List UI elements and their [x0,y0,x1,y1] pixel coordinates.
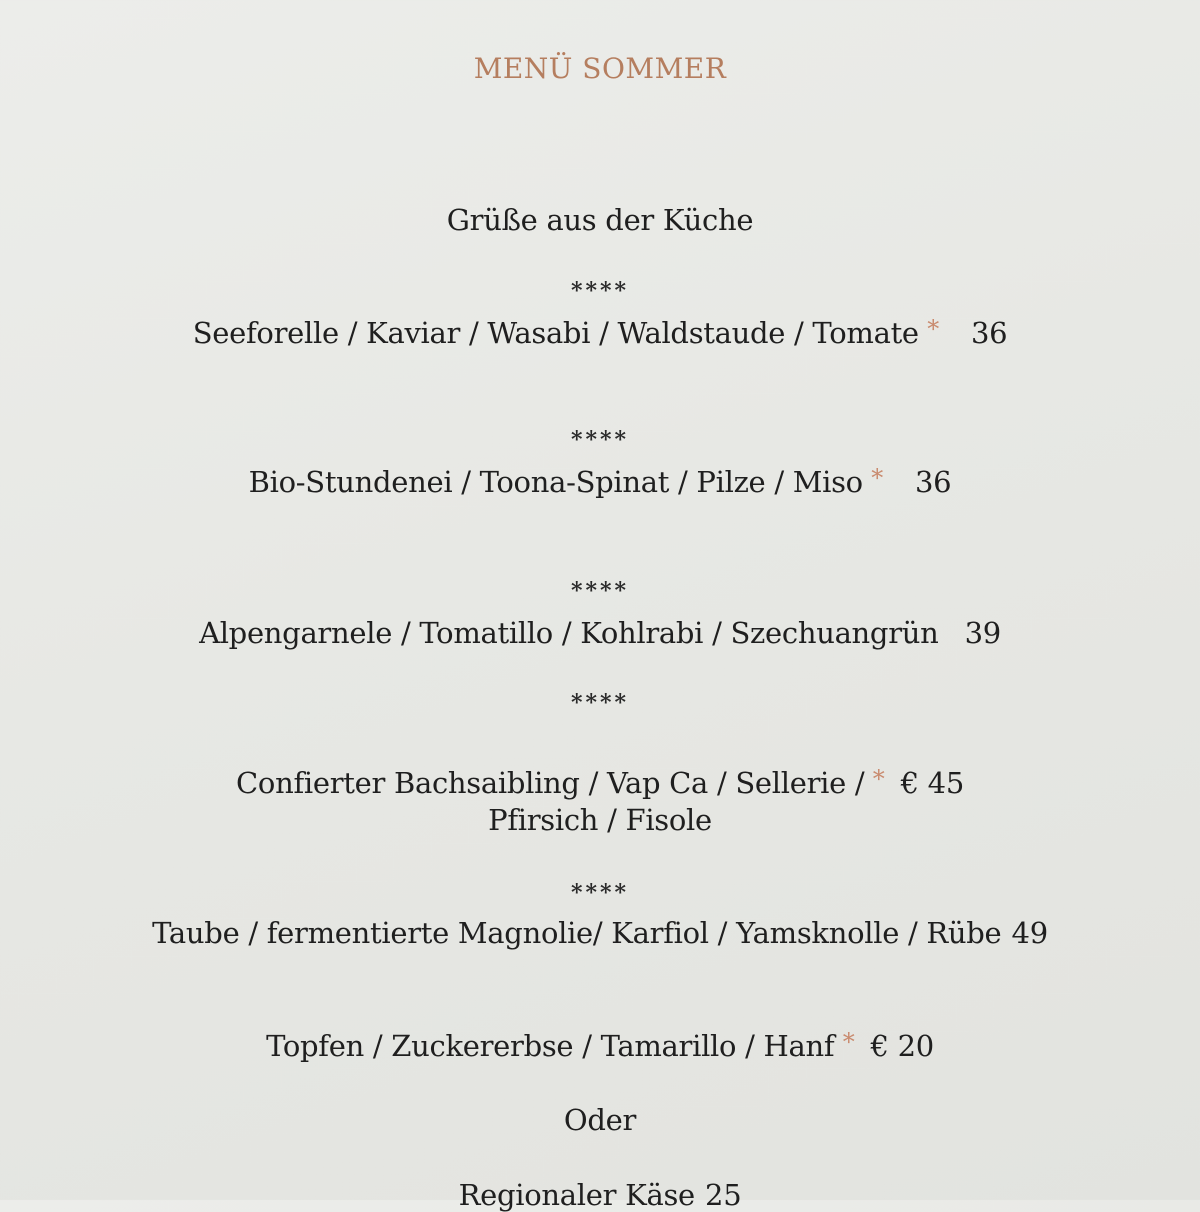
course-1-price: 36 [970,316,1008,350]
or-label: Oder [563,1103,637,1137]
course-3-text: Alpengarnele / Tomatillo / Kohlrabi / Szechuangrün [199,616,939,650]
course-4-price: € 45 [900,766,964,800]
dessert-price: € 20 [870,1029,934,1063]
course-separator: **** [570,278,630,304]
course-2-price: 36 [915,465,952,499]
star-marker: * [872,765,885,793]
course-5-price: 49 [1011,916,1048,950]
course-4-text-line2: Pfirsich / Fisole [488,803,712,837]
course-separator: **** [570,427,630,453]
dessert-text: Topfen / Zuckererbse / Tamarillo / Hanf [266,1029,835,1063]
course-item-5 [0,916,1200,950]
star-marker: * [927,315,939,343]
course-5-text: Taube / fermentierte Magnolie/ Karfiol / Yamsknolle / Rübe [152,916,1002,950]
course-1-text: Seeforelle / Kaviar / Wasabi / Waldstaude / Tomate [192,316,919,350]
course-item-2 [0,465,1200,499]
course-3-price: 39 [964,616,1001,650]
course-item-3 [0,616,1200,650]
cheese-text: Regionaler Käse [458,1178,695,1212]
dessert-item [0,1029,1200,1063]
star-marker: * [842,1028,855,1056]
course-item-4 [0,766,1200,800]
course-item-1 [0,316,1200,350]
course-separator: **** [570,880,630,906]
star-marker: * [871,464,883,492]
course-4-text: Confierter Bachsaibling / Vap Ca / Sellerie / [236,766,865,800]
cheese-item [0,1178,1200,1212]
greeting-line: Grüße aus der Küche [446,203,754,237]
course-2-text: Bio-Stundenei / Toona-Spinat / Pilze / Miso [248,465,863,499]
course-separator: **** [570,690,630,716]
menu-title: MENÜ SOMMER [473,52,727,85]
cheese-price: 25 [705,1178,742,1212]
course-separator: **** [570,578,630,604]
